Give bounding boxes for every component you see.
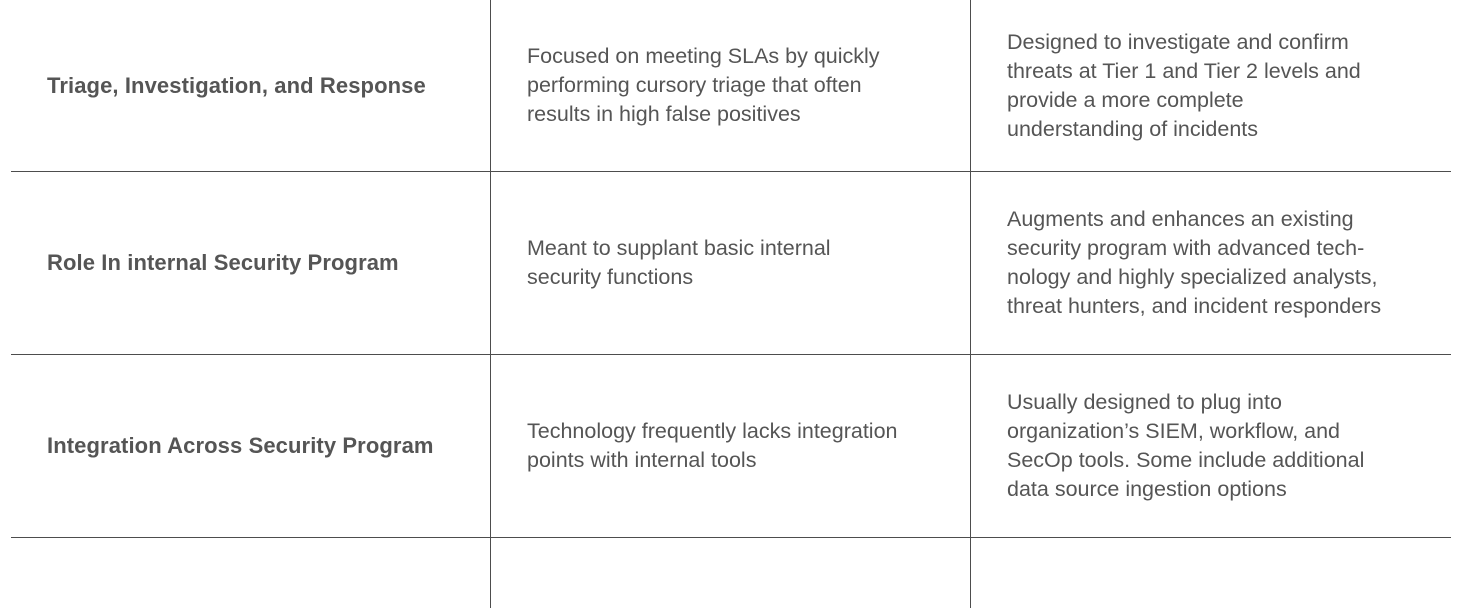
traditional-cell [491,0,971,171]
comparison-table [11,0,1451,608]
traditional-cell [491,355,971,537]
cell-text: Technology frequently lacks integration points with internal tools [527,419,898,472]
table-row [11,0,1451,172]
traditional-cell [491,172,971,354]
advanced-cell [971,355,1451,537]
row-label-cell [11,355,491,537]
row-label-cell [11,172,491,354]
row-label: Triage, Investigation, and Response [47,72,426,98]
cell-text: Augments and enhances an existing security program with advanced tech- nology and highly specialized analysts, threat hunters, and incident responders [1007,207,1382,318]
advanced-cell [971,172,1451,354]
advanced-cell [971,0,1451,171]
advanced-cell [971,538,1451,608]
row-label-cell [11,538,491,608]
cell-text: Usually designed to plug into organization’s SIEM, workflow, and SecOp tools. Some include additional data source ingestion options [1007,390,1365,501]
row-label-cell [11,0,491,171]
table-row-partial [11,538,1451,608]
table-row [11,355,1451,538]
table-row [11,172,1451,355]
traditional-cell [491,538,971,608]
cell-text: Designed to investigate and confirm threats at Tier 1 and Tier 2 levels and provide a more complete understanding of incidents [1007,29,1361,141]
row-label: Integration Across Security Program [47,433,434,458]
row-label: Role In internal Security Program [47,250,399,275]
cell-text: Focused on meeting SLAs by quickly performing cursory triage that often results in high false positives [527,44,880,126]
cell-text: Meant to supplant basic internal security functions [527,236,831,289]
